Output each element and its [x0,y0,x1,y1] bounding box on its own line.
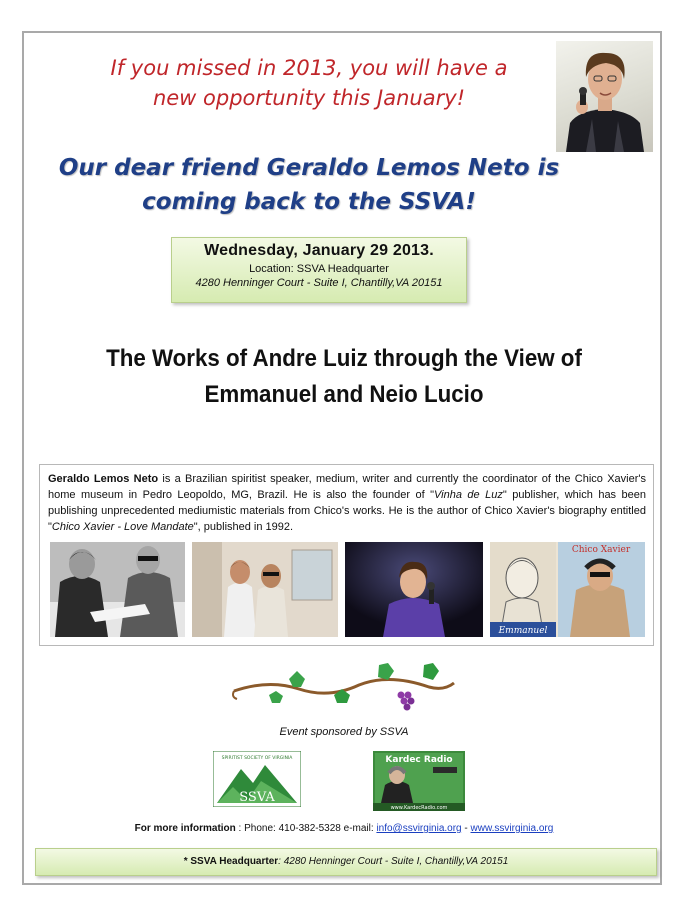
contact-phone: : Phone: 410-382-5328 e-mail: [235,823,377,834]
event-address: 4280 Henninger Court - Suite I, Chantilly,VA 20151 [195,277,443,289]
kardec-radio-logo[interactable] [373,751,465,811]
emmanuel-caption: Emmanuel [498,626,548,636]
headline-line-2: new opportunity this January! [152,86,466,110]
subheadline-line-1: Our dear friend Geraldo Lemos Neto is [58,155,560,181]
event-location [172,263,466,275]
ssva-logo[interactable] [213,751,301,807]
headline-line-1: If you missed in 2013, you will have a [110,56,508,80]
contact-separator: - [461,823,471,834]
email-link[interactable]: info@ssvirginia.org [376,823,462,834]
photo-meeting [192,542,338,637]
footer-address: : 4280 Henninger Court - Suite I, Chantilly,VA 20151 [278,856,509,867]
photo-speaker-stage [345,542,483,637]
flyer [22,31,662,885]
speaker-photo [556,41,653,152]
photo-chico-bw [50,542,185,637]
contact-info [24,823,664,834]
talk-title-line-1: The Works of Andre Luiz through the View of [106,345,582,372]
svg-text:SPIRITIST SOCIETY OF VIRGINIA: SPIRITIST SOCIETY OF VIRGINIA [221,756,293,761]
bio-part-2: " publisher, which has been publishing unprecedented mediumistic materials from Chico's works. He is the author of Chico Xavier's biography entitled " [48,489,646,533]
bio-text [48,471,646,535]
talk-title [65,341,623,413]
svg-text:www.KardecRadio.com: www.KardecRadio.com [390,805,448,811]
bio-part-1: is a Brazilian spiritist speaker, medium, writer and currently the coordinator of the Chico Xavier's home museum in Pedro Leopoldo, MG, Brazil. He is also the founder of " [48,473,647,501]
talk-title-line-2: Emmanuel and Neio Lucio [204,381,484,408]
location-value: SSVA Headquarter [296,263,389,275]
bio-box [39,464,654,646]
location-label: Location: [249,263,294,275]
bio-italic-2: Chico Xavier - Love Mandate [51,521,194,533]
footer-address-bar [35,848,657,876]
svg-text:SSVA: SSVA [239,790,275,805]
website-link[interactable]: www.ssvirginia.org [470,823,554,834]
footer-star: * [183,856,191,867]
contact-label: For more information [134,823,236,834]
subheadline-line-2: coming back to the SSVA! [142,189,476,215]
event-date: Wednesday, January 29 2013. [204,242,434,259]
bio-name: Geraldo Lemos Neto [48,473,159,485]
bio-part-3: ", published in 1992. [193,521,294,533]
chico-caption: Chico Xavier [571,545,631,555]
event-date-box [171,237,467,303]
headline [54,53,564,113]
sponsor-text: Event sponsored by SSVA [279,726,409,738]
footer-hq-label: SSVA Headquarter [190,856,279,867]
subheadline [54,151,564,219]
grapevine-decoration [229,661,459,711]
bio-italic-1: Vinha de Luz [434,489,503,501]
photo-drawings [490,542,645,637]
svg-text:Kardec Radio: Kardec Radio [385,755,453,765]
